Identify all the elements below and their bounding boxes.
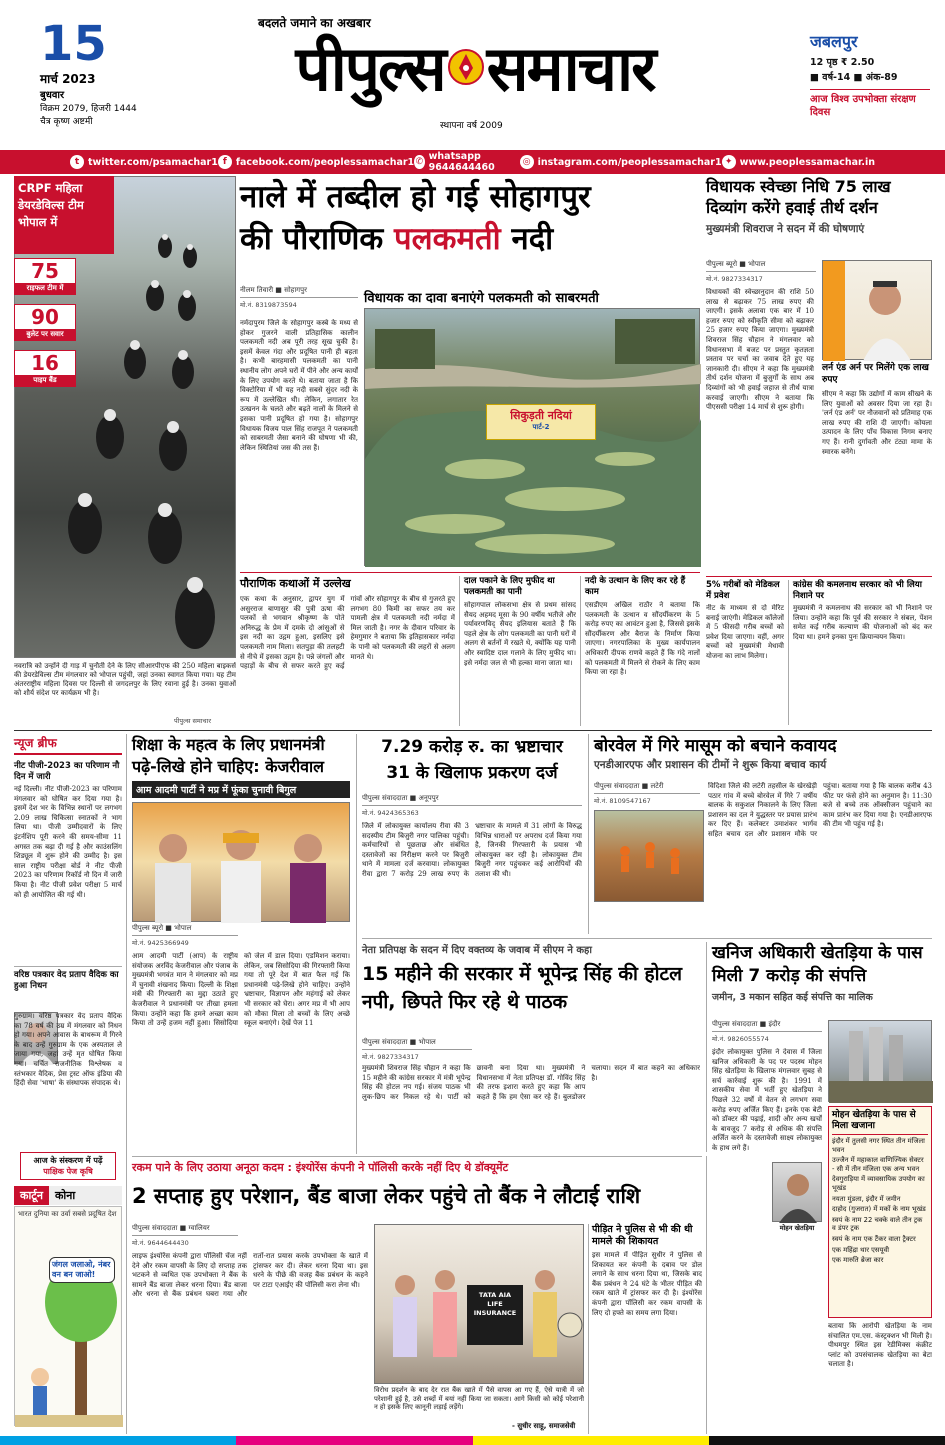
stat-number: 75 xyxy=(31,259,59,283)
kejriwal-byline: पीपुल्स ब्यूरो ■ भोपाल xyxy=(132,924,238,936)
right-top-subhead: मुख्यमंत्री शिवराज ने सदन में की घोषणाएं xyxy=(706,223,865,235)
crpf-stat-3 xyxy=(14,350,76,387)
crpf-stat-2 xyxy=(14,304,76,341)
vikram-hijri: विक्रम 2079, हिजरी 1444 xyxy=(40,104,137,114)
khetadiya-byline: पीपुल्स संवाददाता ■ इंदौर xyxy=(712,1020,822,1032)
kejriwal-mobile: मो.नं. 9425366949 xyxy=(132,939,189,947)
lead-sub2 xyxy=(464,576,576,726)
plant-photo xyxy=(828,1020,932,1102)
treasure-item: स्वयं के नाम एक टैंकर वाला ट्रैक्टर xyxy=(832,1234,916,1243)
lead-byline: नीलम तिवारी ■ सोहागपुर xyxy=(240,286,358,298)
instagram-link[interactable] xyxy=(520,155,722,169)
series-badge-part: पार्ट-2 xyxy=(532,423,550,431)
victim-body: इस मामले में पीड़ित सुधीर ने पुलिस से शिकायत कर कंपनी के दबाव पर डोल लगाने के साथ धरना दिया था, जिसके बाद बैंक प्रबंधन ने 24 घंटे के भीतर पीड़ित की रकम खाते में ट्रांसफर कर दी है। इंश्योरेंस कंपनी द्वारा पॉलिसी कर रकम वापसी के लिए दो हफ्ते का समय लगा दिया। xyxy=(592,1251,702,1317)
lead-subhead: विधायक का दावा बनाएंगे पलकमती को साबरमती xyxy=(364,291,599,306)
right-top-sub2 xyxy=(793,580,932,719)
col-divider xyxy=(706,942,707,1152)
treasure-item: उज्जैन में महाकाल वाणिज्यिक सेक्टर - सी में तीन मंजिला एक अन्य भवन xyxy=(832,1156,924,1173)
right-top-side-body: सीएम ने कहा कि उद्योगों में काम सीखने के लिए युवाओं को अवसर दिया जा रहा है। 'लर्न एंड अर्न' पर नौजवानों को प्रतिमाह एक लाख रुपए की राशि दी जाएगी। कोयला उत्पादन के लिए पाँच विकास निगम बनाए गए हैं। रानी दुर्गावती और टंट्या मामा के स्मारक बनेंगे। xyxy=(822,390,932,456)
band-baja-headline: 2 सप्ताह हुए परेशान, बैंड बाजा लेकर पहुंचे तो बैंक ने लौटाई राशि xyxy=(132,1184,641,1208)
right-top-body: विधायकों की स्वेच्छानुदान की राशि 50 लाख से बढ़ाकर 75 लाख रुपए की जाएगी। इसके अलावा एक बार में 10 हजार रुपए को स्वीकृति सीमा को बढ़ाकर 25 हजार रुपए किया जाएगा। मुख्यमंत्री शिवराज सिंह चौहान ने मंगलवार को विधानसभा में बजट पर प्रस्तुत कृतज्ञता प्रस्ताव पर चर्चा का जवाब देते हुए यह जानकारी दी। सीएम ने कहा कि मुख्यमंत्री तीर्थ दर्शन योजना में बुजुर्गों के साथ अब दिव्यांगों को भी हवाई जहाज से तीर्थ यात्रा करवाई जाएगी। सीएम ने बताया कि पीएससी परीक्षा 14 मार्च से शुरू होगी। xyxy=(706,288,814,412)
khetadiya-portrait xyxy=(772,1162,822,1222)
cartoon xyxy=(14,1206,122,1426)
news-brief-column xyxy=(14,734,122,1434)
registration-strip xyxy=(0,1436,945,1445)
fold-line xyxy=(14,730,932,731)
brief-item1-title: नीट पीजी-2023 का परिणाम नौ दिन में जारी xyxy=(14,761,120,782)
crpf-section xyxy=(14,176,236,728)
lead-sub1-body: एक कथा के अनुसार, द्वापर युग में असुरराज बाणासुर की पुत्री ऊषा की पलकों से भगवान श्रीकृष्ण के पोते अनिरुद्ध के प्रेम में दमके दो आंसुओं से इस नदी का उद्गम हुआ, इसलिए इसे पलकमती नाम मिला। सतपुड़ा की तलहटी से नीचे में इसका उद्गम है। पन्ने जंगलों और पहाड़ों के बीच से सफर करते हुए कई गांवों और सोहागपुर के बीच से गुजरते हुए लगभग 80 किमी का सफर तय कर पामली क्षेत्र में पलकमती नदी नर्मदा में मिल जाती है। नगर के दीवान परिवार के हेमगुमार ने बताया कि इतिहासकार नर्मदा के पानी को पलकमती की लहरों से अलग मानते थे। xyxy=(240,595,455,671)
right-top-sub1-title: 5% गरीबों को मेडिकल में प्रवेश xyxy=(706,580,780,601)
borewell-mobile: मो.नं. 8109547167 xyxy=(594,797,651,805)
bhupendra-byline: पीपुल्स संवाददाता ■ भोपाल xyxy=(362,1038,472,1050)
right-top-sub1 xyxy=(706,580,784,719)
corruption-headline-2: 31 के खिलाफ प्रकरण दर्ज xyxy=(386,763,558,783)
instagram-icon: ◎ xyxy=(520,155,534,169)
special-day: आज विश्व उपभोक्ता संरक्षण दिवस xyxy=(810,89,930,119)
khetadiya-bottom-body: बताया कि आरोपी खेतड़िया के नाम संचालित एम.एस. कंस्ट्रक्शन भी मिली है। पीथमपुर स्थित इस रेडीमिक्स कंक्रीट प्लांट को उपसंचालक खेतड़िया का बेटा चलाता है। xyxy=(828,1322,932,1369)
lead-col-divider xyxy=(580,576,581,726)
cm-photo-caption: लर्न एंड अर्न पर मिलेंगे एक लाख रुपए xyxy=(822,363,929,385)
facebook-link[interactable] xyxy=(218,155,414,169)
bhupendra-byline-block xyxy=(362,1038,472,1061)
website-text: www.peoplessamachar.in xyxy=(739,156,875,168)
band-baja-body: लाइफ इंश्योरेंस कंपनी द्वारा पॉलिसी चेंज नहीं देने और रकम वापसी के लिए दो सप्ताह तक भटकने से व्यथित एक उपभोक्ता ने बैंक के सामने बैंड बाजा लेकर धरना दिया। बैंड बाजा और धरना से बैंक प्रबंधन घबरा गया और रातों-रात प्रयास करके उपभोक्ता के खाते में ट्रांसफर कर दी। लेकर धरना दिया था। इस धरने के पीछे की वजह बैंक प्रबंधन के कहने पर टाटा एआईए की पॉलिसी करा लेना थी। xyxy=(132,1252,368,1299)
twitter-icon: t xyxy=(70,155,84,169)
right-top-divider xyxy=(706,576,932,577)
strip-magenta xyxy=(236,1436,472,1445)
logo-text-right: समाचार xyxy=(486,32,655,105)
lead-col-divider xyxy=(459,576,460,726)
kejriwal-headline: शिक्षा के महत्व के लिए प्रधानमंत्री पढ़े-लिखे होने चाहिए: केजरीवाल xyxy=(132,735,325,776)
treasure-list xyxy=(832,1137,928,1265)
col-divider xyxy=(588,1224,589,1434)
cartoon-caption-2: जंगल जलाओ, नंबर वन बन जाओ! xyxy=(49,1257,115,1283)
lead-sub1 xyxy=(240,576,455,730)
headline-part: की पौराणिक xyxy=(240,221,395,257)
bhupendra-body: मुख्यमंत्री शिवराज सिंह चौहान ने कहा कि 15 महीने की कांग्रेस सरकार में मंत्री भूपेन्द्र सिंह की होटल नप गई। संजय पाठक भी लुक-छिप कर निकल रहे थे। पार्टी को छावनी बना दिया था। मुख्यमंत्री ने विधानसभा में नेता प्रतिपक्ष डॉ. गोविंद सिंह की तरफ इशारा करते हुए कहा कि आप कहते हैं कि हम ऐसा कर रहे हैं। बुलडोजर चलाया। सदन में बात कहने का अधिकार है। xyxy=(362,1064,700,1101)
logo-text-left: पीपुल्स xyxy=(295,32,445,105)
lead-sub3-body: एसडीएम अखिल राठौर ने बताया कि पलकमती के उत्थान व सौंदर्यीकरण के 5 करोड़ रुपए का आवंटन हुआ है, जिससे इसके सौंदर्यीकरण और बैराज के निर्माण किया जाएगा। नगरपालिका के मुख्य कार्यपालन अधिकारी दीपक राणवे कहते हैं कि गंदे नालों को पलकमती में मिलने से रोकने के लिए काम किया जा रहा है। xyxy=(585,601,700,677)
founded-year: स्थापना वर्ष 2009 xyxy=(440,121,503,131)
headline-highlight: पलकमती xyxy=(394,221,501,257)
kejriwal-subhead: आम आदमी पार्टी ने मप्र में फूंका चुनावी बिगुल xyxy=(132,781,350,798)
chaitra: चैत्र कृष्ण अष्टमी xyxy=(40,117,93,127)
whatsapp-link[interactable] xyxy=(414,151,519,173)
stat-number: 90 xyxy=(31,305,59,329)
crpf-stat-1 xyxy=(14,258,76,295)
lead-divider xyxy=(240,572,700,573)
section-divider xyxy=(132,1156,702,1157)
right-top-mobile: मो.नं. 9827334317 xyxy=(706,275,763,283)
news-brief-label: न्यूज ब्रीफ xyxy=(14,734,122,755)
rescue-illustration xyxy=(595,811,705,903)
kejriwal-photo xyxy=(132,802,350,922)
right-top-story xyxy=(706,176,932,728)
lead-mobile: मो.नं. 8319873594 xyxy=(240,301,297,309)
crpf-credit: पीपुल्स समाचार xyxy=(174,717,211,725)
bhupendra-mobile: मो.नं. 9827334317 xyxy=(362,1053,419,1061)
brief-item1-body: नई दिल्ली। नीट पीजी-2023 का परिणाम मंगलवार को घोषित कर दिया गया है। इसमें देश भर के विभिन्न स्थानों पर लगभग 2.09 लाख चिकित्सा स्नातकों ने भाग लिया था। पीजी उम्मीदवारों के लिए इंटर्नशिप पूरी करने की समय-सीमा 11 अगस्त तक बढ़ा दी गई है और काउंसलिंग शिड्यूल में शुरू होने की उम्मीद है। इस साल राष्ट्रीय परीक्षा बोर्ड ने नीट पीजी 2023 का परिणाम रिकॉर्ड नौ दिन में जारी किया है। नीट पीजी प्रवेश परीक्षा 5 मार्च को ही आयोजित की गई थी। xyxy=(14,785,122,899)
borewell-byline-block xyxy=(594,782,700,805)
brief-item2-title: वरिष्ठ पत्रकार वेद प्रताप वैदिक का हुआ निधन xyxy=(14,966,122,992)
pages-price: 12 पृष्ठ ₹ 2.50 xyxy=(810,57,875,68)
band-baja-mobile: मो.नं. 9644644430 xyxy=(132,1239,189,1247)
khetadiya-photo-caption: मोहन खेतड़िया xyxy=(772,1223,822,1232)
kejriwal-byline-block xyxy=(132,924,238,947)
cartoon-header xyxy=(14,1186,122,1205)
right-top-col-divider xyxy=(788,580,789,725)
treasure-item: देवगुराड़िया में व्यावसायिक उपयोग का भूखंड xyxy=(832,1175,925,1192)
whatsapp-text: whatsapp 9644644460 xyxy=(428,151,495,173)
facebook-icon: f xyxy=(218,155,232,169)
weekday: बुधवार xyxy=(40,90,65,101)
khetadiya-subhead: जमीन, 3 मकान सहित कई संपत्ति का मालिक xyxy=(712,992,873,1003)
globe-icon: ✦ xyxy=(722,155,736,169)
corruption-byline-block xyxy=(362,794,582,817)
stat-label: बुलेट पर सवार xyxy=(15,329,75,340)
khetadiya-byline-block xyxy=(712,1020,822,1043)
treasure-item: इंदौर में तुलसी नगर स्थित तीन मंजिला भवन xyxy=(832,1137,925,1154)
crpf-title: CRPF महिला डेयरडेविल्स टीम भोपाल में xyxy=(18,181,84,229)
right-top-byline-block xyxy=(706,260,816,283)
date-block xyxy=(40,16,160,127)
victim-sidebar xyxy=(592,1224,702,1411)
borewell-body: विदिशा जिले की लटेरी तहसील के खेरखेड़ी पठार गांव में बच्चे बोरवेल में गिरे 7 वर्षीय बालक के सकुशल निकालने के लिए जिला प्रशासन का दल ने युद्धस्तर पर प्रयास प्रारंभ कर दिए हैं। कलेक्टर उमाशंकर भार्गव सहित बचाव दल और प्रशासन मौके पर पहुंचा। बताया गया है कि बालक करीब 43 फीट पर फंसे होने का अनुमान है। 11:30 बजे से बच्चे तक ऑक्सीजन पहुंचाने का काम प्रारंभ कर दिया गया है। एनडीआरएफ की टीम भी पहुंच गई है। xyxy=(708,782,932,838)
cartoon-caption-1: भारत दुनिया का उर्वा सबसे प्रदूषित देश xyxy=(18,1210,117,1218)
lead-body: नर्मदापुरम जिले के सोहागपुर कस्बे के मध्य से होकर गुजरने वाली प्रतिहासिक कालीन पलकमती नदी अब पूरी तरह सूख चुकी है। इसमें केवल गंदा और प्रदूषित पानी ही बहता है। कभी बारहमासी पलकमती का पानी स्थानीय लोग अपने घरों में पीने और अन्य कार्यों के लिए उपयोग करते थे। बताया जाता है कि विक्टोरिया में भी यह नदी सबसे सुंदर नदी के रूप में उल्लेखित थी। लेकिन, लगातार रेत उत्खनन के चलते और बढ़ते नालों के मिलने से इसका पानी प्रदूषित हो गया है। सोहागपुर विधायक विजय पाल सिंह राजपूत ने पलकमती को साबरमती जैसा बनाने की घोषणा भी की, लेकिन स्थितियां जस की तस हैं। xyxy=(240,319,358,452)
right-top-byline: पीपुल्स ब्यूरो ■ भोपाल xyxy=(706,260,816,272)
band-baja-byline-block xyxy=(132,1224,238,1247)
corruption-mobile: मो.नं. 9424365363 xyxy=(362,809,419,817)
right-top-sub1-body: नीट के माध्यम से दो मेरिट बनाई जाएंगी। मेडिकल कॉलेजों में 5 फीसदी गरीब बच्चों को प्रवेश दिया जाएगा। वहीं, अगर बच्चों को मुख्यमंत्री मेधावी योजना का लाभ मिलेगा। xyxy=(706,604,784,660)
right-top-sub2-title: कांग्रेस की कमलनाथ सरकार को भी लिया निशाने पर xyxy=(793,580,922,601)
treasure-item: एक मारुति ब्रेजा कार xyxy=(832,1256,884,1265)
lead-headline-line1: नाले में तब्दील हो गई सोहागपुर xyxy=(240,179,591,215)
khetadiya-headline: खनिज अधिकारी खेतड़िया के पास मिली 7 करोड़ की संपत्ति xyxy=(712,943,923,986)
sanskaran-note: आज के संस्करण में पढ़ें xyxy=(33,1156,103,1165)
strip-black xyxy=(709,1436,945,1445)
sanskaran-item: पाक्षिक पेज कृषि xyxy=(43,1167,93,1176)
borewell-story xyxy=(594,734,932,934)
whatsapp-icon: ✆ xyxy=(415,157,424,167)
treasure-item: दाहोद (गुजरात) में मकों के नाम भूखंड xyxy=(832,1205,926,1214)
band-baja-kicker: रकम पाने के लिए उठाया अनूठा कदम : इंश्योरेंस कंपनी ने पॉलिसी करके नहीं दिए थे डॉक्यूमेंट xyxy=(132,1161,509,1174)
brief-item2-body: गुरुग्राम। वरिष्ठ पत्रकार वेद प्रताप वैदिक का 78 वर्ष की उम्र में मंगलवार को निधन हो गया। अपने आवास के बाथरूम में गिरने के बाद उन्हें गुरुग्राम के एक अस्पताल ले जाया गया, जहां उन्हें मृत घोषित किया गया। चर्चित राजनीतिक विश्लेषक व स्तंभकार वैदिक, प्रेस ट्रस्ट ऑफ इंडिया की हिंदी सेवा 'भाषा' के संस्थापक संपादक थे। xyxy=(14,1012,122,1088)
plant-illustration xyxy=(829,1021,933,1103)
bhupendra-story xyxy=(362,942,700,1152)
khetadiya-body: इंदौर लोकायुक्त पुलिस ने देवास में जिला खनिज अधिकारी के पद पर पदस्थ मोहन सिंह खेतड़िया के खिलाफ मंगलवार सुबह से सर्च कार्रवाई शुरू की है। 1991 में शासकीय सेवा में भर्ती हुए खेतड़िया ने पिछले 32 वर्षों में वेतन से लगभग सवा करोड़ रुपए अर्जित किए हैं। इनके एक बेटी को डॉक्टर की पढ़ाई, शादी और अन्य खर्चों के बावजूद 7 करोड़ से अधिक की संपत्ति अर्जित करने के दस्तावेजी साक्ष्य लोकायुक्त के हाथ लगे हैं। xyxy=(712,1048,822,1152)
victim-headline: पीड़ित ने पुलिस से भी की थी मामले की शिकायत xyxy=(592,1224,693,1247)
masthead xyxy=(0,0,945,148)
stat-number: 16 xyxy=(31,351,59,375)
khetadiya-face xyxy=(773,1163,823,1223)
lead-sub3-title: नदी के उत्थान के लिए कर रहे हैं काम xyxy=(585,576,686,597)
lead-headline-line2 xyxy=(240,218,700,260)
kejriwal-story xyxy=(132,734,350,1154)
corruption-byline: पीपुल्स संवाददाता ■ अनूपपुर xyxy=(362,794,582,806)
website-link[interactable] xyxy=(722,155,875,169)
lead-sub1-title: पौराणिक कथाओं में उल्लेख xyxy=(240,577,351,590)
band-baja-photo-caption: विरोध प्रदर्शन के बाद देर रात बैंक खाते में पैसे वापस आ गए हैं, ऐसे यात्री में जो परेशानी हुई है, उसे शब्दों में बयां नहीं किया जा सकता। आगे किसी को कोई परेशानी न हो इसके लिए कानूनी लड़ाई लड़ेंगे। xyxy=(374,1386,584,1412)
lead-story xyxy=(240,176,700,728)
right-top-sub2-body: मुख्यमंत्री ने कमलनाथ की सरकार को भी निशाने पर लिया। उन्होंने कहा कि पूर्व की सरकार ने संबल, पेंशन समेत कई गरीब कल्याण की योजनाओं को बंद कर दिया था। हमने इनका पुनः क्रियान्वयन किया। xyxy=(793,604,932,641)
tagline: बदलते जमाने का अखबार xyxy=(258,16,371,30)
corruption-headline-1: 7.29 करोड़ रु. का भ्रष्टाचार xyxy=(381,737,563,757)
bhupendra-kicker: नेता प्रतिपक्ष के सदन में दिए वक्तव्य के जवाब में सीएम ने कहा xyxy=(362,945,592,956)
kejriwal-body: आम आदमी पार्टी (आप) के राष्ट्रीय संयोजक अरविंद केजरीवाल और पंजाब के मुख्यमंत्री भगवंत मान ने मंगलवार को मप्र में चुनावी शंखनाद किया। दिल्ली के शिक्षा मंत्री की गिरफ्तारी का मुद्दा उठाते हुए केजरीवाल ने प्रधानमंत्री पर तीखा हमला किया। उन्होंने कहा कि हमने अच्छा काम किया तो उन्हें हजम नहीं हुआ। सिसोदिया को जेल में डाल दिया। एडमिशन कराया। लेकिन, जब सिसोदिया की गिरफ्तारी किया गया तो पूरे देश में बात फैल गई कि प्रधानमंत्री पढ़े-लिखे होने चाहिए। उन्होंने भ्रष्टाचार, विज्ञापन और महंगाई को लेकर भी सरकार को घेरा। अगर मप्र में भी आप को मौका मिला तो बच्चों के लिए अच्छे स्कूल बनाएंगे। देखें पेज 11 xyxy=(132,952,350,1028)
series-badge xyxy=(486,404,596,440)
corner-label: कोना xyxy=(49,1186,122,1205)
lead-sub2-title: दाल पकाने के लिए मुफीद था पलकमती का पानी xyxy=(464,576,555,597)
twitter-text: twitter.com/psamachar1 xyxy=(88,156,218,168)
band-baja-story xyxy=(132,1160,702,1435)
corruption-body: जिले में लोकायुक्त कार्यालय रीवा की 3 सदस्यीय टीम बिजुरी नगर पालिका पहुंची। कर्मचारियों से पूछताछ और संबंधित दस्तावेजों का निरीक्षण करने पर बिजुरी थाने में मामला दर्ज करवाया। लोकायुक्त रीवा द्वारा 7 करोड़ 29 लाख रुपए के भ्रष्टाचार के मामले में 31 लोगों के विरुद्ध विभिन्न धाराओं पर अपराध दर्ज किया गया है, जिनकी गिरफ्तारी के प्रयास भी लोकायुक्त कर रही है। लोकायुक्त टीम बिजुरी नगर पहुंचकर कई आरोपियों की तलाश की थी। xyxy=(362,822,582,878)
lead-sub3 xyxy=(585,576,700,726)
borewell-photo xyxy=(594,810,704,902)
cartoon-label: कार्टून xyxy=(14,1186,49,1205)
borewell-byline: पीपुल्स संवाददाता ■ लटेरी xyxy=(594,782,700,794)
section-divider xyxy=(362,938,932,939)
crpf-title-box xyxy=(14,176,114,254)
crpf-caption: नवरात्रि को उन्होंने दी गाड़ में चुनौती देने के लिए सीआरपीएफ की 250 महिला बाइकर्स की डेयरडेविल्स टीम मंगलवार को भोपाल पहुंची, जहां उनका स्वागत किया गया। यह टीम अंतरराष्ट्रीय महिला दिवस पर दिल्ली से जगदलपुर के लिए रवाना हुई है। उनका युवाओं को शौर्य संदेश पर कार्यक्रम भी है। xyxy=(14,662,236,697)
lead-sub2-body: सोहागपाल लोकसभा क्षेत्र से प्रथम सांसद सैयद अहमद मूसा के 90 वर्षीय भतीजे और पर्यावरणविद् सैयद इलियास बताते हैं कि पहले क्षेत्र के लोग पलकमती का पानी घरों में अलग से बर्तनों में रखते थे, क्योंकि यह पानी और स्वादिष्ट दाल गलाने के लिए मुफीद था। इसे नर्मदा जल से भी हल्का माना जाता था। xyxy=(464,601,576,667)
treasure-box-title: मोहन खेतड़िया के पास से मिला खजाना xyxy=(832,1110,928,1135)
stat-label: पाइप बैंड xyxy=(15,375,75,386)
edition-block xyxy=(810,30,930,119)
col-divider xyxy=(588,734,589,934)
cm-photo xyxy=(822,260,932,360)
social-bar xyxy=(0,150,945,174)
band-baja-photo xyxy=(374,1224,584,1384)
col-divider xyxy=(126,734,127,1434)
treasure-item: स्वयं के नाम 22 चक्के वाले तीन ट्रक व डंपर ट्रक xyxy=(832,1215,923,1233)
cm-portrait xyxy=(823,261,933,361)
khetadiya-mobile: मो.नं. 9826055574 xyxy=(712,1035,769,1043)
band-baja-byline: पीपुल्स संवाददाता ■ ग्वालियर xyxy=(132,1224,238,1236)
edition-city: जबलपुर xyxy=(810,32,858,51)
sanskaran-box xyxy=(20,1152,116,1180)
band-baja-photo-credit: - सुधीर साहू, समाजसेवी xyxy=(512,1422,576,1430)
lead-headline xyxy=(240,176,700,260)
leaders-illustration xyxy=(133,803,351,923)
facebook-text: facebook.com/peoplessamachar1 xyxy=(235,156,415,168)
strip-yellow xyxy=(473,1436,709,1445)
borewell-subhead: एनडीआरएफ और प्रशासन की टीमों ने शुरू किया बचाव कार्य xyxy=(594,759,827,771)
placard-text: TATA AIA LIFE INSURANCE xyxy=(473,1291,517,1317)
instagram-text: instagram.com/peoplessamachar1 xyxy=(537,156,722,168)
bhupendra-headline: 15 महीने की सरकार में भूपेन्द्र सिंह की होटल नपी, छिपते फिर रहे थे पाठक xyxy=(362,963,682,1013)
date-month-year: मार्च 2023 xyxy=(40,72,96,86)
treasure-item: नयता मुंडला, इंदौर में जमीन xyxy=(832,1194,901,1203)
twitter-link[interactable] xyxy=(70,155,218,169)
series-badge-title: सिकुड़ती नदियां xyxy=(510,409,572,422)
lead-byline-block xyxy=(240,286,358,309)
logo xyxy=(180,22,770,112)
treasure-item: एक महिंद्रा थार एसयूवी xyxy=(832,1245,889,1254)
year-issue: ■ वर्ष-14 ■ अंक-89 xyxy=(810,72,898,83)
right-top-headline: विधायक स्वेच्छा निधि 75 लाख दिव्यांग करेंगे हवाई तीर्थ दर्शन xyxy=(706,177,891,217)
col-divider xyxy=(706,1156,707,1434)
pen-nib-icon xyxy=(447,48,485,86)
treasure-box xyxy=(828,1106,932,1318)
corruption-story xyxy=(362,734,582,934)
borewell-headline: बोरवेल में गिरे मासूम को बचाने कवायद xyxy=(594,736,837,756)
khetadiya-story xyxy=(712,942,932,1434)
headline-part: नदी xyxy=(500,221,554,257)
stat-label: राइफल टीम में xyxy=(15,283,75,294)
date-day: 15 xyxy=(40,16,107,72)
strip-cyan xyxy=(0,1436,236,1445)
col-divider xyxy=(356,734,357,1154)
